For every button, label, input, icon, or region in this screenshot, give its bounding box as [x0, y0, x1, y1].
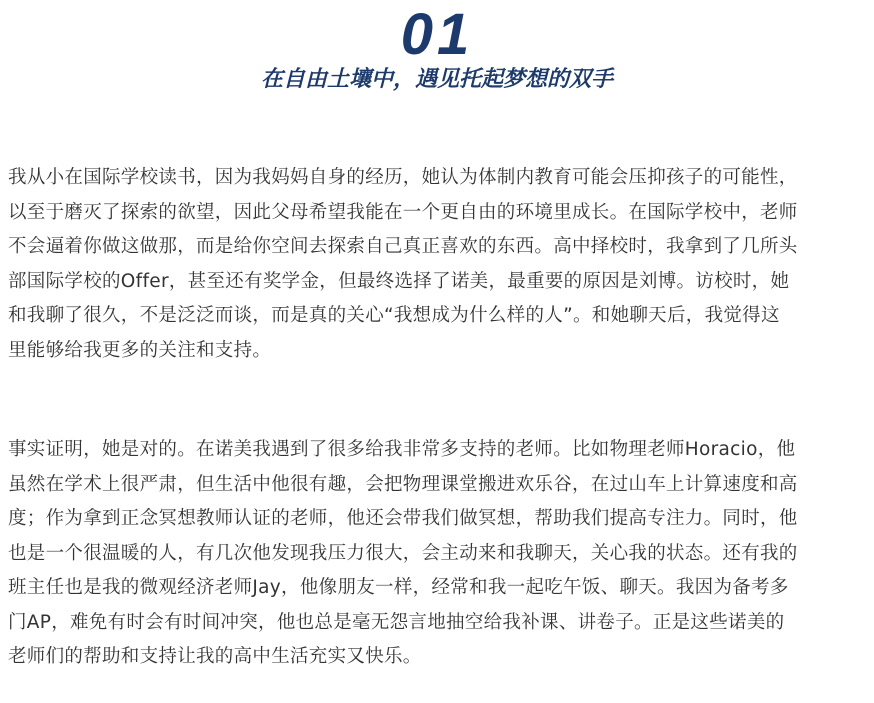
paragraph-line: 我从小在国际学校读书，因为我妈妈自身的经历，她认为体制内教育可能会压抑孩子的可能性，	[8, 167, 798, 188]
paragraph-line: 事实证明，她是对的。在诺美我遇到了很多给我非常多支持的老师。比如物理老师Horacio，他	[8, 439, 796, 460]
paragraph-line: 部国际学校的Offer，甚至还有奖学金，但最终选择了诺美，最重要的原因是刘博。访校时，她	[8, 270, 790, 292]
paragraph-line: 以至于磨灭了探索的欲望，因此父母希望我能在一个更自由的环境里成长。在国际学校中，老师	[8, 201, 798, 223]
paragraph-line: 班主任也是我的微观经济老师Jay，他像朋友一样，经常和我一起吃午饭、聊天。我因为备考多	[8, 577, 789, 598]
paragraph-line: 里能够给我更多的关注和支持。	[8, 339, 272, 361]
paragraph-line: 虽然在学术上很严肃，但生活中他很有趣，会把物理课堂搬进欢乐谷，在过山车上计算速度和高	[8, 473, 798, 495]
paragraph-line: 和我聊了很久，不是泛泛而谈，而是真的关心“我想成为什么样的人”。和她聊天后，我觉得这	[8, 305, 780, 326]
paragraph-line: 门AP，难免有时会有时间冲突，他也总是毫无怨言地抽空给我补课、讲卷子。正是这些诺美的	[8, 611, 785, 633]
section-title: 在自由土壤中，遇见托起梦想的双手	[260, 67, 613, 92]
paragraph-line: 不会逼着你做这做那，而是给你空间去探索自己真正喜欢的东西。高中择校时，我拿到了几所头	[8, 236, 798, 257]
paragraph-line: 老师们的帮助和支持让我的高中生活充实又快乐。	[8, 646, 422, 667]
paragraph-line: 也是一个很温暖的人，有几次他发现我压力很大，会主动来和我聊天，关心我的状态。还有我的	[8, 542, 798, 564]
section-number: 01	[400, 2, 474, 67]
paragraph-1	[8, 161, 866, 368]
paragraph-2	[8, 433, 866, 675]
paragraph-line: 度；作为拿到正念冥想教师认证的老师，他还会带我们做冥想，帮助我们提高专注力。同时，他	[8, 508, 798, 529]
